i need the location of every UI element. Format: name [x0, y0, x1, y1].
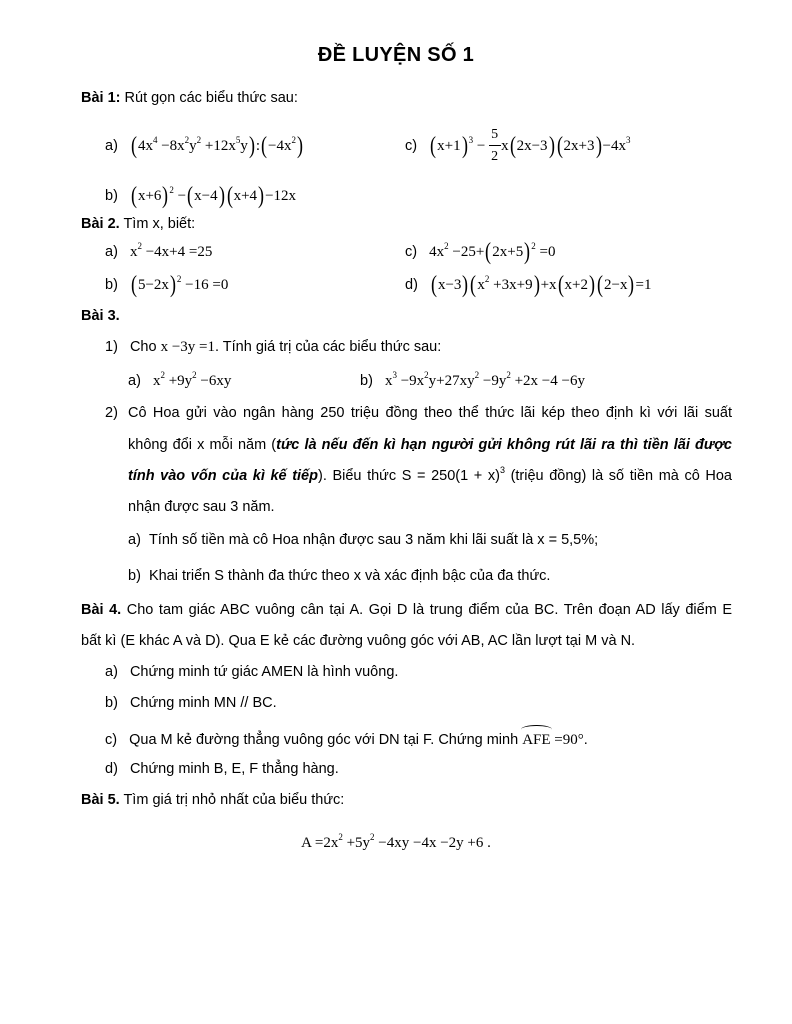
- bai2-a-label: a): [105, 244, 118, 260]
- bai4-c-label: c): [105, 732, 118, 748]
- bai4-line1: [81, 600, 732, 620]
- bai2-b: [105, 272, 229, 298]
- bai4-line1-text: Cho tam giác ABC vuông cân tại A. Gọi D là trung điểm của BC. Trên đoạn AD lấy điểm E: [121, 602, 732, 618]
- bai4-a: [105, 662, 398, 682]
- bai1-text: Rút gọn các biểu thức sau:: [120, 90, 298, 106]
- bai4-a-label: a): [105, 664, 118, 680]
- bai3-q2a-text: Tính số tiền mà cô Hoa nhận được sau 3 năm khi lãi suất là x = 5,5%;: [148, 532, 599, 548]
- bai4-c: c) Qua M kẻ đường thẳng vuông góc với DN tại F. Chứng minh AFE =90°.: [105, 732, 588, 748]
- bai1-a-expr: ($4x^4 -8x^2y^2$ $+12x^5y):(-4x^2)$: [130, 133, 304, 159]
- bai1-b-expr: $(x+6)^2 -(x-4)(x+4)-12x$: [130, 183, 297, 209]
- bai1-c: [405, 126, 631, 164]
- bai2-d: [405, 272, 652, 298]
- bai4-label: Bài 4.: [81, 602, 122, 618]
- bai2-c: [405, 239, 556, 265]
- bai3-q2b-text: Khai triển S thành đa thức theo x và xác định bậc của đa thức.: [148, 568, 551, 584]
- bai4-b-label: b): [105, 695, 118, 711]
- bai3-q2-line2: [128, 435, 732, 455]
- bai2-a-expr: $x^2 -4x+4 =25$: [129, 241, 213, 260]
- bai3-q2-line3a: tính vào vốn của kì kế tiếp: [128, 468, 318, 484]
- bai5-heading: [81, 790, 344, 810]
- bai5-text: Tìm giá trị nhỏ nhất của biểu thức:: [119, 792, 345, 808]
- bai3-q1-label: 1): [105, 339, 118, 355]
- bai3-q1b-expr: $x^3 -9x^2y+27xy^2 -9y^2 +2x -4 -6y$: [384, 370, 585, 389]
- bai1-a: [105, 133, 304, 159]
- bai4-c-angle: AFE =90°: [522, 732, 584, 748]
- bai3-q1-cho: Cho: [129, 339, 157, 355]
- bai5-expr: $A =2x^2 +5y^2 -4xy -4x -2y +6$ .: [301, 832, 491, 851]
- bai2-b-label: b): [105, 277, 118, 293]
- bai3-q2-line3b: ). Biểu thức S = 250(1 + x): [317, 468, 500, 484]
- page-title: ĐỀ LUYỆN SỐ 1: [317, 44, 475, 66]
- bai4-line2: bất kì (E khác A và D). Qua E kẻ các đường vuông góc với AB, AC lần lượt tại M và N.: [81, 633, 636, 649]
- bai3-q2a-label: a): [128, 532, 141, 548]
- bai2-d-label: d): [405, 277, 418, 293]
- bai1-heading: [81, 88, 298, 108]
- bai3-q2b-label: b): [128, 568, 141, 584]
- bai3-q1a: [128, 371, 231, 391]
- bai4-b: [105, 693, 277, 713]
- bai4-d-label: d): [105, 761, 118, 777]
- bai2-c-label: c): [405, 244, 418, 260]
- bai3-q2-line3: tính vào vốn của kì kế tiếp). Biểu thức $S = 250(1 + x)^3$ (triệu đồng) là số tiền mà cô Hoa: [128, 465, 732, 484]
- bai3-q1a-expr: $x^2 +9y^2 -6xy$: [152, 370, 232, 389]
- bai3-q2a: [128, 530, 598, 550]
- bai3-q1-condition: x −3y =1: [160, 339, 215, 355]
- bai4-d: [105, 759, 339, 779]
- bai1-label: Bài 1:: [81, 90, 121, 106]
- bai5-expression: [0, 833, 792, 853]
- bai3-q2-line1: Cô Hoa gửi vào ngân hàng 250 triệu đồng theo thể thức lãi kép theo định kì với lãi suất: [128, 405, 732, 421]
- bai1-c-label: c): [405, 138, 418, 154]
- bai4-d-text: Chứng minh B, E, F thẳng hàng.: [129, 761, 339, 777]
- bai2-text: Tìm x, biết:: [119, 216, 196, 232]
- bai2-c-expr: $4x^2 -25+(2x+5)^2 =0$: [429, 239, 556, 265]
- bai4-c-text: Qua M kẻ đường thẳng vuông góc với DN tại F. Chứng minh: [129, 732, 523, 748]
- bai3-q1: 1) Cho x −3y =1. Tính giá trị của các biểu thức sau:: [105, 339, 442, 355]
- bai4-a-text: Chứng minh tứ giác AMEN là hình vuông.: [129, 664, 399, 680]
- bai5-label: Bài 5.: [81, 792, 120, 808]
- bai3-q2-line3c: (triệu đồng) là số tiền mà cô Hoa: [504, 468, 732, 484]
- bai1-a-label: a): [105, 138, 118, 154]
- bai2-label: Bài 2.: [81, 216, 120, 232]
- bai3-q2-line4: nhận được sau 3 năm.: [128, 499, 275, 515]
- bai1-b: [105, 183, 297, 209]
- bai2-heading: [81, 214, 195, 234]
- bai1-b-label: b): [105, 188, 118, 204]
- bai2-b-expr: $(5-2x)^2 -16 =0$: [130, 272, 229, 298]
- bai3-q1-intro: Tính giá trị của các biểu thức sau:: [222, 339, 442, 355]
- bai3-heading: [81, 306, 120, 326]
- bai2-d-expr: $(x-3)(x^2 +3x+9)+x(x+2)(2-x)=1$: [430, 272, 652, 298]
- bai3-q2-label: 2): [105, 405, 118, 421]
- bai3-q2-line2a: không đổi x mỗi năm (: [128, 437, 277, 453]
- bai3-label: Bài 3.: [81, 308, 120, 324]
- bai2-a: [105, 242, 212, 262]
- bai3-q1a-label: a): [128, 373, 141, 389]
- bai1-c-expr: $(x+1)^3$ − $\frac{5}{2}$ $x(2x-3)(2x+3)-4x^3$: [430, 126, 631, 164]
- bai3-q1b: [360, 371, 585, 391]
- bai3-q2-line2b: tức là nếu đến kì hạn người gửi không rút lãi ra thì tiền lãi được: [276, 437, 732, 453]
- bai4-b-text: Chứng minh MN // BC.: [129, 695, 277, 711]
- bai3-q2b: [128, 566, 550, 586]
- bai3-q1b-label: b): [360, 373, 373, 389]
